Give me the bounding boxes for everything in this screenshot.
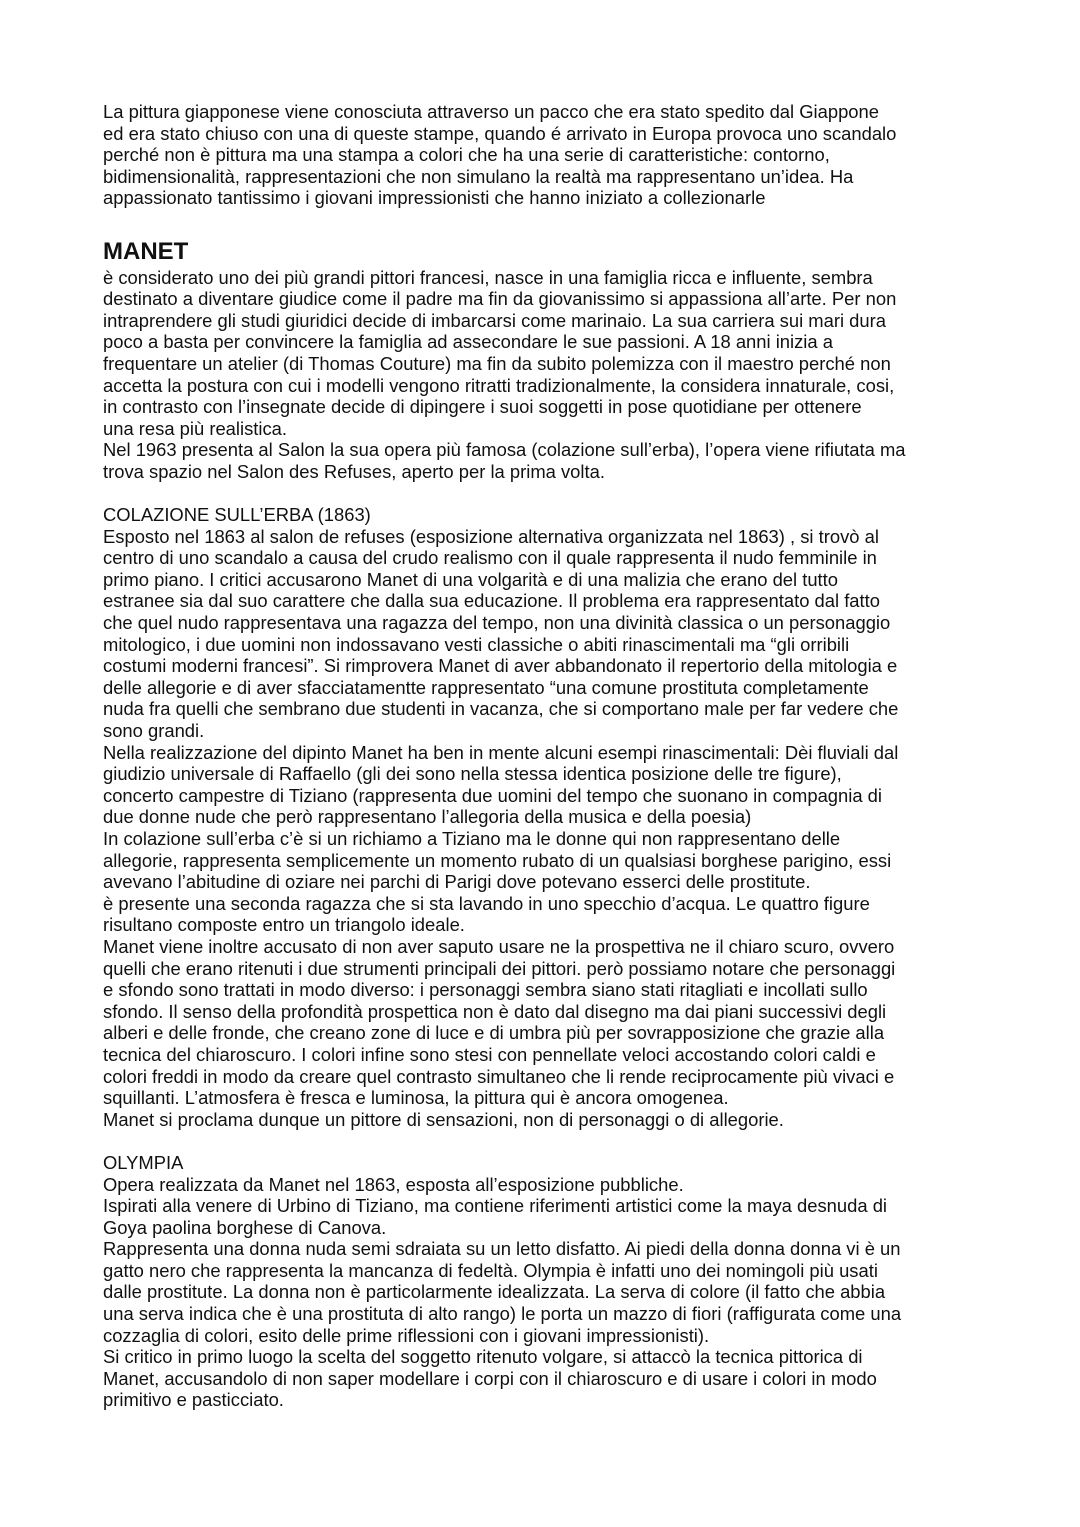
text-line: Nella realizzazione del dipinto Manet ha ben in mente alcuni esempi rinascimentali: Dèi fluviali dal <box>103 741 899 763</box>
text-line: è presente una seconda ragazza che si sta lavando in uno specchio d’acqua. Le quattro figure <box>103 892 870 914</box>
text-line: Manet, accusandolo di non saper modellare i corpi con il chiaroscuro e di usare i colori in modo <box>103 1367 877 1389</box>
text-line: tecnica del chiaroscuro. I colori infine sono stesi con pennellate veloci accostando colori caldi e <box>103 1043 876 1065</box>
text-line: perché non è pittura ma una stampa a colori che ha una serie di caratteristiche: contorno, <box>103 144 830 166</box>
text-line: sfondo. Il senso della profondità prospettica non è dato dal disegno ma dai piani successivi degli <box>103 1000 887 1022</box>
spacer <box>103 1130 983 1152</box>
text-line: estranee sia dal suo carattere che dalla sua educazione. Il problema era rappresentato dal fatto <box>103 590 880 612</box>
colazione-paragraph-1 <box>103 526 983 742</box>
text-line: accetta la postura con cui i modelli vengono ritratti tradizionalmente, la considera innaturale, cosi, <box>103 374 895 396</box>
text-line: mitologico, i due uomini non indossavano vesti classiche o abiti rinascimentali ma “gli orribili <box>103 633 850 655</box>
text-line: Ispirati alla venere di Urbino di Tiziano, ma contiene riferimenti artistici come la maya desnuda di <box>103 1195 888 1217</box>
text-line: gatto nero che rappresenta la mancanza di fedeltà. Olympia è infatti uno dei nomingoli più usati <box>103 1259 878 1281</box>
text-line: destinato a diventare giudice come il padre ma fin da giovanissimo si appassiona all’arte. Per non <box>103 288 897 310</box>
text-line: concerto campestre di Tiziano (rappresenta due uomini del tempo che suonano in compagnia di <box>103 784 882 806</box>
text-line: appassionato tantissimo i giovani impressionisti che hanno iniziato a collezionarle <box>103 187 766 209</box>
text-line: Goya paolina borghese di Canova. <box>103 1216 387 1238</box>
colazione-paragraph-2 <box>103 742 983 828</box>
section-title-manet: MANET <box>103 237 189 265</box>
text-line: Manet si proclama dunque un pittore di sensazioni, non di personaggi o di allegorie. <box>103 1108 784 1130</box>
text-line: Opera realizzata da Manet nel 1863, esposta all’esposizione pubbliche. <box>103 1173 684 1195</box>
text-line: avevano l’abitudine di oziare nei parchi di Parigi dove potevano esserci delle prostitute. <box>103 871 811 893</box>
text-line: Manet viene inoltre accusato di non aver saputo usare ne la prospettiva ne il chiaro scuro, ovvero <box>103 935 895 957</box>
text-line: una serva indica che è una prostituta di alto rango) le porta un mazzo di fiori (raffigurata come una <box>103 1303 902 1325</box>
olympia-paragraph-4 <box>103 1346 983 1411</box>
section-title-olympia: OLYMPIA <box>103 1151 184 1173</box>
text-line: delle allegorie e di aver sfacciatamentte rappresentato “una comune prostituta completamente <box>103 676 869 698</box>
manet-paragraph-2 <box>103 439 983 482</box>
text-line: Esposto nel 1863 al salon de refuses (esposizione alternativa organizzata nel 1863) , si trovò al <box>103 525 879 547</box>
text-line: primitivo e pasticciato. <box>103 1389 284 1411</box>
colazione-paragraph-5 <box>103 936 983 1109</box>
intro-paragraph <box>103 101 983 209</box>
text-line: trova spazio nel Salon des Refuses, aperto per la prima volta. <box>103 460 605 482</box>
text-line: e sfondo sono trattati in modo diverso: i personaggi sembra siano stati ritagliati e incollati sullo <box>103 979 868 1001</box>
text-line: è considerato uno dei più grandi pittori francesi, nasce in una famiglia ricca e influente, sembra <box>103 266 873 288</box>
text-line: colori freddi in modo da creare quel contrasto simultaneo che li rende reciprocamente più vivaci e <box>103 1065 895 1087</box>
text-line: giudizio universale di Raffaello (gli dei sono nella stessa identica posizione delle tre figure), <box>103 763 842 785</box>
text-line: alberi e delle fronde, che creano zone di luce e di umbra più per sovrapposizione che grazie alla <box>103 1022 885 1044</box>
text-line: squillanti. L’atmosfera è fresca e luminosa, la pittura qui è ancora omogenea. <box>103 1087 729 1109</box>
text-line: frequentare un atelier (di Thomas Couture) ma fin da subito polemizza con il maestro perché non <box>103 352 891 374</box>
text-line: bidimensionalità, rappresentazioni che non simulano la realtà ma rappresentano un’idea. Ha <box>103 165 854 187</box>
colazione-paragraph-6 <box>103 1109 983 1131</box>
text-line: primo piano. I critici accusarono Manet di una volgarità e di una malizia che erano del tutto <box>103 568 839 590</box>
text-line: che quel nudo rappresentava una ragazza del tempo, non una divinità classica o un personaggio <box>103 612 891 634</box>
section-title-colazione: COLAZIONE SULL’ERBA (1863) <box>103 504 371 526</box>
manet-paragraph-1 <box>103 267 983 440</box>
text-line: Si critico in primo luogo la scelta del soggetto ritenuto volgare, si attaccò la tecnica pittorica di <box>103 1346 863 1368</box>
colazione-paragraph-3 <box>103 828 983 893</box>
text-line: intraprendere gli studi giuridici decide di imbarcarsi come marinaio. La sua carriera sui mari dura <box>103 309 886 331</box>
document-page <box>103 101 983 1411</box>
text-line: risultano composte entro un triangolo ideale. <box>103 914 465 936</box>
colazione-paragraph-4 <box>103 893 983 936</box>
text-line: costumi moderni francesi”. Si rimprovera Manet di aver abbandonato il repertorio della mitologia e <box>103 655 898 677</box>
text-line: Nel 1963 presenta al Salon la sua opera più famosa (colazione sull’erba), l’opera viene rifiutata ma <box>103 439 906 461</box>
text-line: allegorie, rappresenta semplicemente un momento rubato di un qualsiasi borghese parigino, essi <box>103 849 892 871</box>
spacer <box>103 483 983 505</box>
text-line: due donne nude che però rappresentano l’allegoria della musica e della poesia) <box>103 806 752 828</box>
text-line: La pittura giapponese viene conosciuta attraverso un pacco che era stato spedito dal Giappone <box>103 101 879 122</box>
text-line: sono grandi. <box>103 720 205 742</box>
text-line: ed era stato chiuso con una di queste stampe, quando é arrivato in Europa provoca uno scandalo <box>103 122 897 144</box>
text-line: centro di uno scandalo a causa del crudo realismo con il quale rappresenta il nudo femminile in <box>103 547 877 569</box>
text-line: nuda fra quelli che sembrano due studenti in vacanza, che si comportano male per far vedere che <box>103 698 899 720</box>
olympia-paragraph-1 <box>103 1174 983 1196</box>
olympia-paragraph-3 <box>103 1238 983 1346</box>
olympia-paragraph-2 <box>103 1195 983 1238</box>
text-line: poco a basta per convincere la famiglia ad assecondare le sue passioni. A 18 anni inizia a <box>103 331 833 353</box>
text-line: dalle prostitute. La donna non è particolarmente idealizzata. La serva di colore (il fatto che abbia <box>103 1281 886 1303</box>
text-line: Rappresenta una donna nuda semi sdraiata su un letto disfatto. Ai piedi della donna donna vi è un <box>103 1238 901 1260</box>
spacer <box>103 209 983 231</box>
text-line: in contrasto con l’insegnate decide di dipingere i suoi soggetti in pose quotidiane per ottenere <box>103 396 862 418</box>
text-line: una resa più realistica. <box>103 417 288 439</box>
text-line: In colazione sull’erba c’è si un richiamo a Tiziano ma le donne qui non rappresentano delle <box>103 828 841 849</box>
text-line: cozzaglia di colori, esito delle prime riflessioni con i giovani impressionisti). <box>103 1324 710 1346</box>
text-line: quelli che erano ritenuti i due strumenti principali dei pittori. però possiamo notare che personaggi <box>103 957 896 979</box>
